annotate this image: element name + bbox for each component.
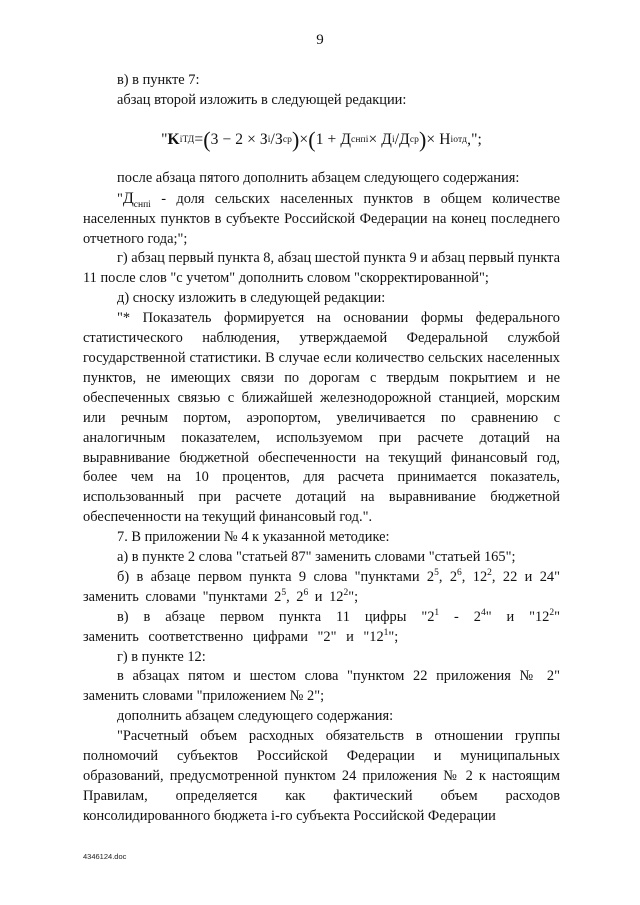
paragraph-section-7: 7. В приложении № 4 к указанной методике:	[117, 529, 390, 546]
paragraph-calc-volume: "Расчетный объем расходных обязательств в отношении группы полномочий субъектов Российской Федерации и муниципальных образований, предусмотренной пунктом 24 приложения № 2 к настоящим Правилам, определяется как фактический объем расходов консолидированного бюджета i-го субъекта Российской Федерации	[83, 728, 560, 824]
document-body	[83, 71, 560, 827]
paragraph-add-content: дополнить абзацем следующего содержания:	[117, 708, 394, 725]
paragraph-fifth-sixth: в абзацах пятом и шестом слова "пунктом 22 приложения № 2" заменить словами "приложением № 2";	[83, 668, 560, 705]
paragraph-item-d: д) сноску изложить в следующей редакции:	[117, 290, 386, 307]
document-filename: 4346124.doc	[83, 852, 127, 861]
paragraph-item-g: г) абзац первый пункта 8, абзац шестой пункта 9 и абзац первый пункта 11 после слов "с учетом" дополнить словом "скорректированной";	[83, 250, 560, 287]
paragraph-footnote: "* Показатель формируется на основании формы федерального статистического наблюдения, утверждаемой Федеральной службой государственной статистики. В случае если количество сельских населенных пунктов, не имеющих связи по дорогам с твердым покрытием и не обеспеченных связью с ближайшей железнодорожной станцией, морским или речным портом, аэропортом, увеличивается по сравнению с аналогичным показателем, используемом при расчете дотаций на выравнивание бюджетной обеспеченности на текущий финансовый год, более чем на 10 процентов, для расчета принимается показатель, использованный при расчете дотаций на выравнивание бюджетной обеспеченности на текущий финансовый год.".	[83, 310, 560, 526]
paragraph-item-a: а) в пункте 2 слова "статьей 87" заменить словами "статьей 165";	[117, 549, 516, 566]
paragraph-term-dsnp: "$Д_{снпi}$ - доля сельских населенных пунктов в общем количестве населенных пунктов в субъекте Российской Федерации на конец последнего отчетного года;";	[83, 189, 560, 247]
paragraph-after-fifth: после абзаца пятого дополнить абзацем следующего содержания:	[117, 169, 520, 186]
paragraph-second-edition: абзац второй изложить в следующей редакции:	[117, 91, 407, 108]
paragraph-item-b: б) в абзаце первом пункта 9 слова "пунктами $2^5$, $2^6$, $12^2$, 22 и 24" заменить словами "пунктами $2^5$, $2^6$ и $12^2$";	[83, 568, 561, 605]
formula-k-td: " K i ТД = ( 3 − 2 × З i /З ср ) × ( 1 + Д снпi × Д i /Д ср ) × H i отд ,";	[161, 126, 482, 152]
paragraph-item-g-2: г) в пункте 12:	[117, 648, 206, 665]
paragraph-item-v-2: в) в абзаце первом пункта 11 цифры "$2^1 - 2^4$" и "$12^2$" заменить соответственно цифрами "2" и "$12^1$";	[83, 607, 560, 645]
paragraph-item-v: в) в пункте 7:	[117, 72, 200, 88]
page-number: 9	[316, 32, 324, 48]
